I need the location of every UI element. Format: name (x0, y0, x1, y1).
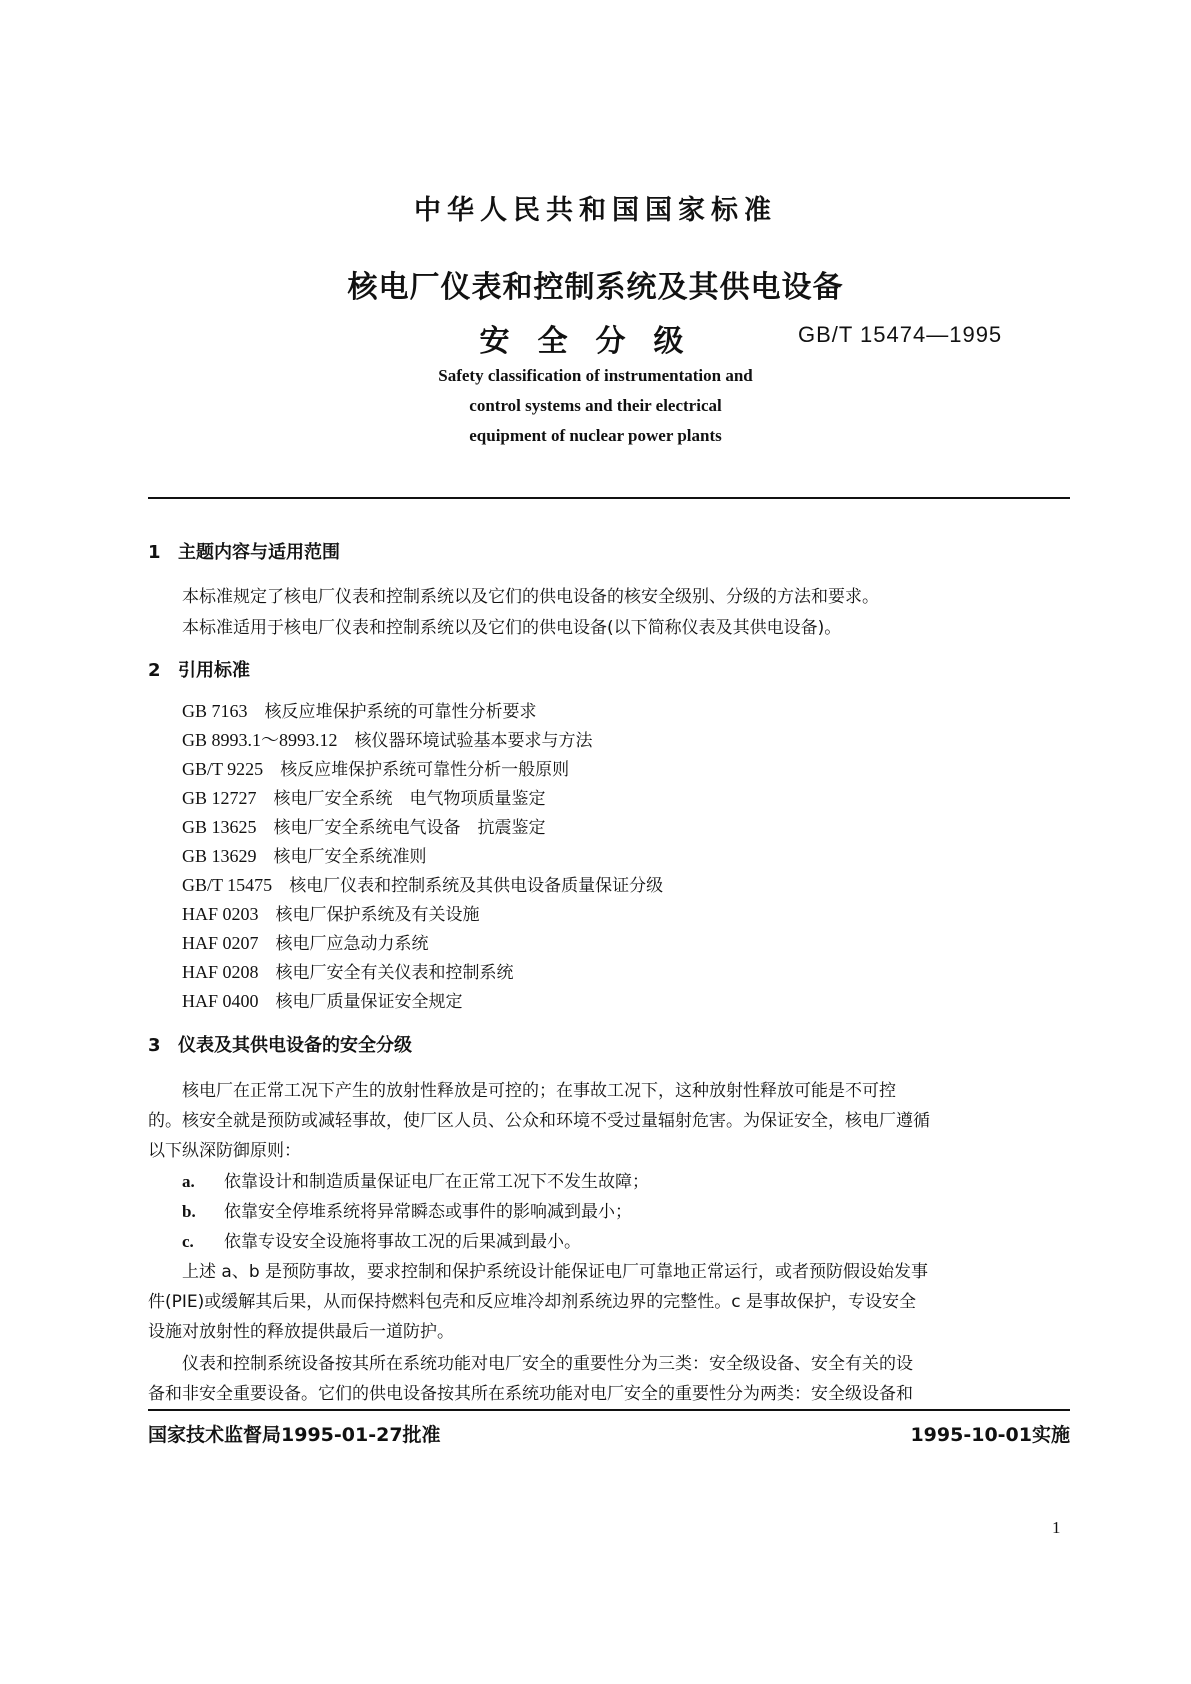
standard-number: GB/T 15474—1995 (798, 322, 1003, 347)
reference-item: GB 8993.1～8993.12 核仪器环境试验基本要求与方法 (182, 730, 593, 751)
section3-text-line: 设施对放射性的释放提供最后一道防护。 (148, 1322, 454, 1342)
section1-paragraph: 本标准适用于核电厂仪表和控制系统以及它们的供电设备(以下简称仪表及其供电设备)。 (182, 618, 842, 638)
standard-header: 中华人民共和国国家标准 (414, 195, 777, 226)
section3-heading (148, 1031, 412, 1057)
reference-item: GB/T 15475 核电厂仪表和控制系统及其供电设备质量保证分级 (182, 875, 664, 896)
list-item: b. 依靠安全停堆系统将异常瞬态或事件的影响减到最小； (182, 1202, 632, 1222)
reference-item: GB 13625 核电厂安全系统电气设备 抗震鉴定 (182, 817, 546, 838)
section3-text-line: 备和非安全重要设备。它们的供电设备按其所在系统功能对电厂安全的重要性分为两类：安全级设备和 (148, 1384, 913, 1404)
reference-item: GB 12727 核电厂安全系统 电气物项质量鉴定 (182, 788, 546, 809)
section1-number: 1 (148, 542, 161, 563)
section3-text-line: 上述 a、b 是预防事故，要求控制和保护系统设计能保证电厂可靠地正常运行，或者预防假设始发事 (182, 1262, 929, 1282)
section3-text-line: 仪表和控制系统设备按其所在系统功能对电厂安全的重要性分为三类：安全级设备、安全有关的设 (182, 1354, 913, 1374)
section2-number: 2 (148, 660, 161, 681)
title-en-line3: equipment of nuclear power plants (469, 426, 722, 445)
title-en-line2: control systems and their electrical (469, 396, 722, 415)
page-number: 1 (1052, 1518, 1061, 1537)
header-divider (148, 497, 1070, 499)
list-item: a. 依靠设计和制造质量保证电厂在正常工况下不发生故障； (182, 1172, 649, 1192)
title-en-line1: Safety classification of instrumentation and (438, 366, 753, 385)
section2-title: 引用标准 (178, 660, 250, 681)
reference-item: GB 13629 核电厂安全系统准则 (182, 846, 427, 867)
section3-text-line: 的。核安全就是预防或减轻事故，使厂区人员、公众和环境不受过量辐射危害。为保证安全，核电厂遵循 (148, 1111, 930, 1131)
section3-number: 3 (148, 1035, 161, 1056)
section1-paragraph: 本标准规定了核电厂仪表和控制系统以及它们的供电设备的核安全级别、分级的方法和要求。 (182, 587, 879, 607)
section2-heading (148, 656, 250, 682)
effective-date: 1995-10-01实施 (910, 1424, 1070, 1446)
reference-item: GB/T 9225 核反应堆保护系统可靠性分析一般原则 (182, 759, 570, 780)
title-cn-line1: 核电厂仪表和控制系统及其供电设备 (347, 270, 844, 305)
section3-text-line: 核电厂在正常工况下产生的放射性释放是可控的；在事故工况下，这种放射性释放可能是不可控 (182, 1081, 896, 1101)
reference-item: HAF 0203 核电厂保护系统及有关设施 (182, 904, 480, 925)
reference-item: HAF 0400 核电厂质量保证安全规定 (182, 991, 463, 1012)
approval-text: 国家技术监督局1995-01-27批准 (148, 1424, 441, 1446)
section1-heading (148, 538, 340, 564)
section1-title: 主题内容与适用范围 (178, 542, 340, 563)
reference-item: HAF 0208 核电厂安全有关仪表和控制系统 (182, 962, 514, 983)
reference-item: HAF 0207 核电厂应急动力系统 (182, 933, 429, 954)
section3-text-line: 以下纵深防御原则： (148, 1141, 301, 1161)
section3-title: 仪表及其供电设备的安全分级 (178, 1035, 412, 1056)
title-cn-line2: 安全分级 (479, 324, 712, 359)
reference-item: GB 7163 核反应堆保护系统的可靠性分析要求 (182, 701, 537, 722)
list-item: c. 依靠专设安全设施将事故工况的后果减到最小。 (182, 1232, 581, 1252)
footer-divider (148, 1409, 1070, 1411)
section3-text-line: 件(PIE)或缓解其后果，从而保持燃料包壳和反应堆冷却剂系统边界的完整性。c 是事故保护，专设安全 (148, 1292, 917, 1312)
